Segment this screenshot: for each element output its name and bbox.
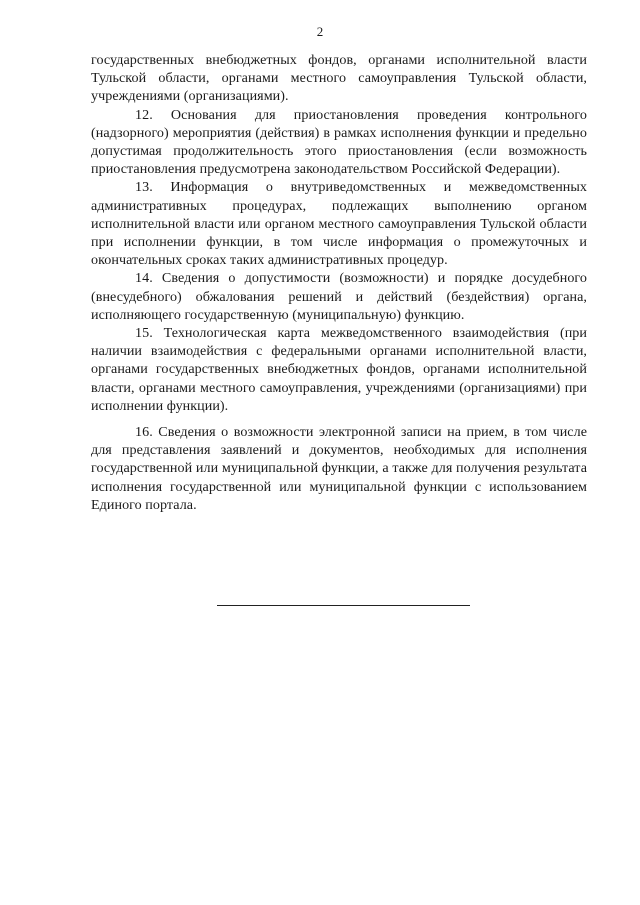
paragraph-16: 16. Сведения о возможности электронной записи на прием, в том числе для представления заявлений и документов, необходимых для исполнения государственной или муниципальной функции, а также для получения результата исполнения государственной или муниципальной функции с использованием Единого портала. [91, 424, 587, 513]
paragraph-continuation: государственных внебюджетных фондов, органами исполнительной власти Тульской области, органами местного самоуправления Тульской области, учреждениями (организациями). [91, 52, 587, 105]
paragraph-15: 15. Технологическая карта межведомственного взаимодействия (при наличии взаимодействия с федеральными органами исполнительной власти, органами государственных внебюджетных фондов, органами исполнительной власти, органами местного самоуправления, учреждениями (организациями) при исполнении функции). [91, 325, 587, 414]
paragraph-13: 13. Информация о внутриведомственных и межведомственных административных процедурах, подлежащих выполнению органом исполнительной власти или органом местного самоуправления Тульской области при исполнении функции, в том числе информация о промежуточных и окончательных сроках таких административных процедур. [91, 179, 587, 269]
document-body [91, 51, 587, 514]
paragraph-12: 12. Основания для приостановления проведения контрольного (надзорного) мероприятия (действия) в рамках исполнения функции и предельно допустимая продолжительность этого приостановления (если возможность приостановления предусмотрена законодательством Российской Федерации). [91, 106, 587, 178]
end-separator-line [217, 605, 470, 606]
page-number: 2 [316, 24, 324, 39]
paragraph-14: 14. Сведения о допустимости (возможности) и порядке досудебного (внесудебного) обжалования решений и действий (бездействия) органа, исполняющего государственную (муниципальную) функцию. [91, 270, 587, 323]
